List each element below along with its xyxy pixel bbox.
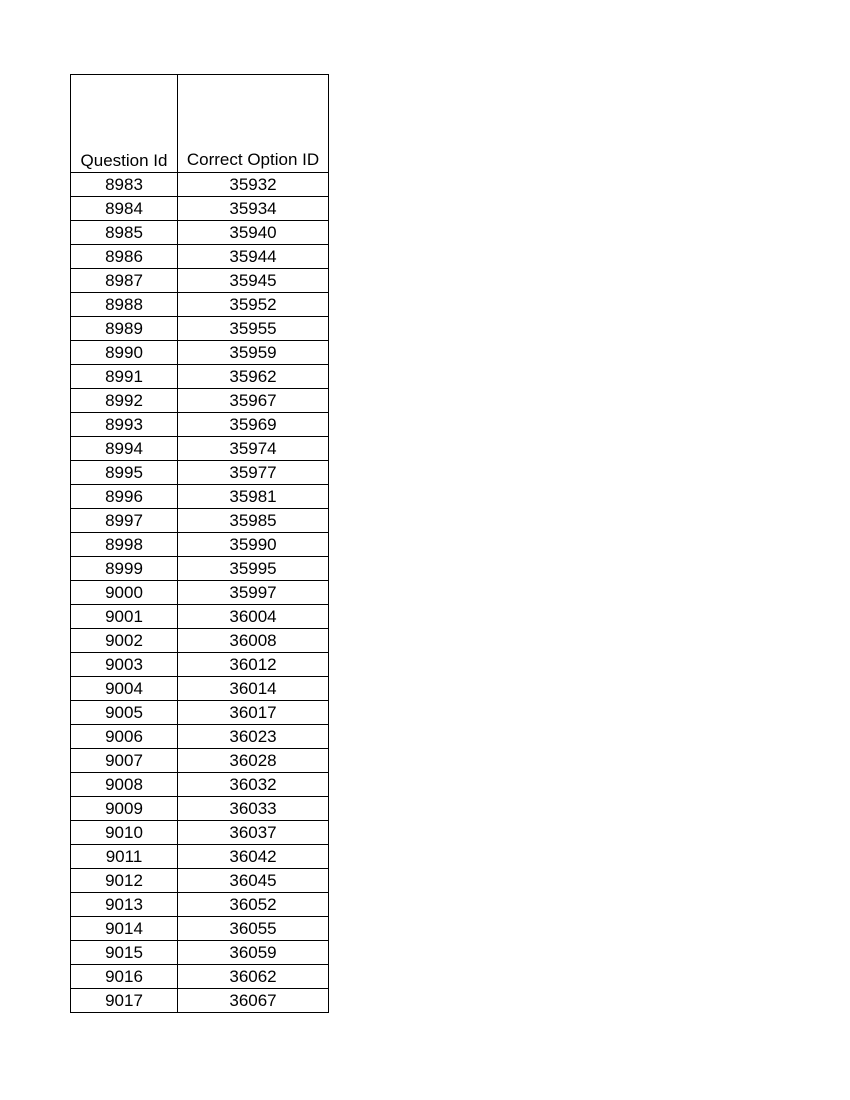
question-id-cell: 9001 (71, 605, 178, 629)
table-row (71, 653, 329, 677)
correct-option-id-cell: 36032 (178, 773, 329, 797)
correct-option-id-cell: 35940 (178, 221, 329, 245)
correct-option-id-cell: 35945 (178, 269, 329, 293)
table-row (71, 509, 329, 533)
question-id-cell: 8993 (71, 413, 178, 437)
correct-option-id-cell: 36004 (178, 605, 329, 629)
question-id-cell: 8999 (71, 557, 178, 581)
table-row (71, 917, 329, 941)
question-id-cell: 8988 (71, 293, 178, 317)
question-id-cell: 8995 (71, 461, 178, 485)
correct-option-id-cell: 35981 (178, 485, 329, 509)
table-row (71, 581, 329, 605)
correct-option-id-cell: 35997 (178, 581, 329, 605)
question-id-cell: 8986 (71, 245, 178, 269)
question-id-cell: 9009 (71, 797, 178, 821)
table-row (71, 773, 329, 797)
correct-option-id-cell: 36012 (178, 653, 329, 677)
correct-option-id-cell: 36045 (178, 869, 329, 893)
correct-option-id-cell: 36033 (178, 797, 329, 821)
correct-option-id-cell: 35990 (178, 533, 329, 557)
table-row (71, 197, 329, 221)
correct-option-id-cell: 35944 (178, 245, 329, 269)
table-row (71, 605, 329, 629)
table-row (71, 869, 329, 893)
table-row (71, 797, 329, 821)
question-id-cell: 9008 (71, 773, 178, 797)
question-id-cell: 8984 (71, 197, 178, 221)
correct-option-id-cell: 35967 (178, 389, 329, 413)
correct-option-id-cell: 36042 (178, 845, 329, 869)
table-row (71, 173, 329, 197)
question-id-cell: 9002 (71, 629, 178, 653)
correct-option-id-cell: 36067 (178, 989, 329, 1013)
table-row (71, 245, 329, 269)
table-row (71, 533, 329, 557)
correct-option-id-cell: 35934 (178, 197, 329, 221)
correct-option-id-cell: 36017 (178, 701, 329, 725)
correct-option-id-cell: 35985 (178, 509, 329, 533)
answer-key-table (70, 74, 329, 1013)
correct-option-id-cell: 36028 (178, 749, 329, 773)
table-row (71, 845, 329, 869)
question-id-cell: 8996 (71, 485, 178, 509)
table-row (71, 389, 329, 413)
correct-option-id-cell: 36055 (178, 917, 329, 941)
question-id-cell: 9015 (71, 941, 178, 965)
table-row (71, 701, 329, 725)
question-id-cell: 8990 (71, 341, 178, 365)
table-header (71, 75, 329, 173)
table-row (71, 677, 329, 701)
table-body (71, 173, 329, 1013)
correct-option-id-cell: 35977 (178, 461, 329, 485)
table-row (71, 341, 329, 365)
question-id-cell: 9003 (71, 653, 178, 677)
correct-option-id-cell: 35995 (178, 557, 329, 581)
correct-option-id-cell: 36037 (178, 821, 329, 845)
question-id-cell: 8987 (71, 269, 178, 293)
table-row (71, 629, 329, 653)
table-row (71, 725, 329, 749)
table-row (71, 317, 329, 341)
table-row (71, 413, 329, 437)
table-row (71, 989, 329, 1013)
question-id-cell: 9004 (71, 677, 178, 701)
correct-option-id-cell: 35962 (178, 365, 329, 389)
table-row (71, 293, 329, 317)
table-row (71, 965, 329, 989)
question-id-cell: 9017 (71, 989, 178, 1013)
correct-option-id-cell: 36052 (178, 893, 329, 917)
correct-option-id-cell: 35952 (178, 293, 329, 317)
correct-option-id-cell: 35932 (178, 173, 329, 197)
question-id-cell: 8991 (71, 365, 178, 389)
question-id-cell: 8985 (71, 221, 178, 245)
table-row (71, 437, 329, 461)
table-row (71, 269, 329, 293)
correct-option-id-cell: 35959 (178, 341, 329, 365)
correct-option-id-cell: 36008 (178, 629, 329, 653)
question-id-cell: 9014 (71, 917, 178, 941)
question-id-cell: 9013 (71, 893, 178, 917)
table-row (71, 461, 329, 485)
question-id-cell: 9005 (71, 701, 178, 725)
table-row (71, 893, 329, 917)
correct-option-id-cell: 36059 (178, 941, 329, 965)
question-id-cell: 9000 (71, 581, 178, 605)
table-row (71, 365, 329, 389)
question-id-cell: 9010 (71, 821, 178, 845)
question-id-cell: 9007 (71, 749, 178, 773)
question-id-cell: 8992 (71, 389, 178, 413)
column-header-correct-option-id: Correct Option ID (178, 75, 329, 173)
question-id-cell: 9006 (71, 725, 178, 749)
question-id-cell: 9011 (71, 845, 178, 869)
question-id-cell: 8994 (71, 437, 178, 461)
table-row (71, 749, 329, 773)
correct-option-id-cell: 35974 (178, 437, 329, 461)
table-row (71, 821, 329, 845)
correct-option-id-cell: 35955 (178, 317, 329, 341)
table-row (71, 941, 329, 965)
question-id-cell: 8983 (71, 173, 178, 197)
table-row (71, 221, 329, 245)
table-row (71, 485, 329, 509)
question-id-cell: 9016 (71, 965, 178, 989)
header-row (71, 75, 329, 173)
column-header-question-id: Question Id (71, 75, 178, 173)
question-id-cell: 8998 (71, 533, 178, 557)
table-row (71, 557, 329, 581)
correct-option-id-cell: 35969 (178, 413, 329, 437)
correct-option-id-cell: 36023 (178, 725, 329, 749)
correct-option-id-cell: 36014 (178, 677, 329, 701)
question-id-cell: 9012 (71, 869, 178, 893)
question-id-cell: 8997 (71, 509, 178, 533)
question-id-cell: 8989 (71, 317, 178, 341)
correct-option-id-cell: 36062 (178, 965, 329, 989)
